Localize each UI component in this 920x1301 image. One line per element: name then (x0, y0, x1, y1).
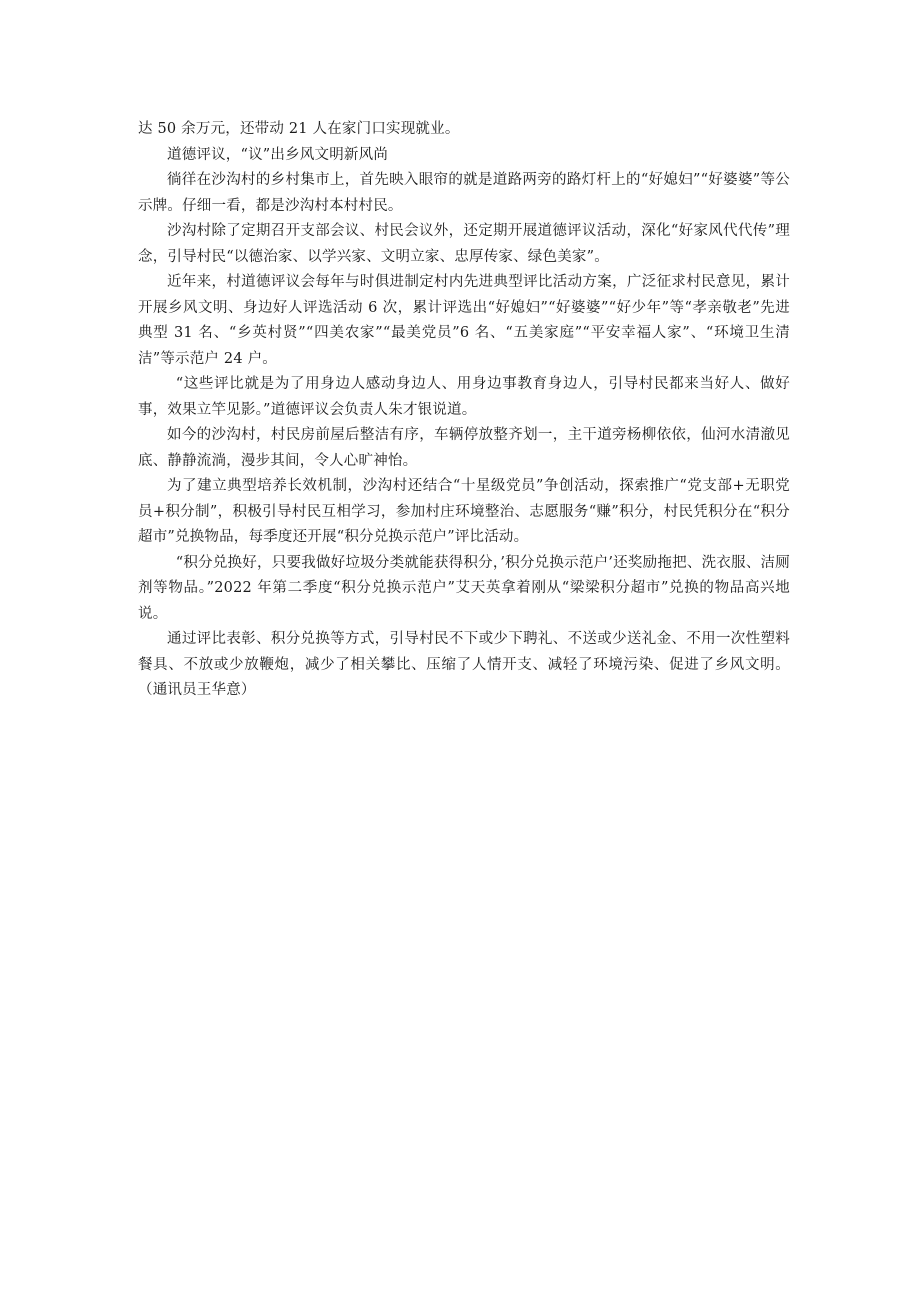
paragraph: “这些评比就是为了用身边人感动身边人、用身边事教育身边人，引导村民都来当好人、做好事，效果立竿见影。”道德评议会负责人朱才银说道。 (138, 376, 790, 418)
paragraph: 如今的沙沟村，村民房前屋后整洁有序，车辆停放整齐划一，主干道旁杨柳依依，仙河水清澈见底、静静流淌，漫步其间，令人心旷神怡。 (138, 427, 790, 469)
paragraph: “积分兑换好，只要我做好垃圾分类就能获得积分，’积分兑换示范户’还奖励拖把、洗衣服、洁厕剂等物品。”2022 年第二季度“积分兑换示范户”艾天英拿着刚从“梁梁积分超市”兑换的物品高兴地说。 (138, 554, 790, 622)
document-body (138, 117, 790, 704)
section-heading: 道德评议，“议”出乡风文明新风尚 (167, 146, 389, 163)
paragraph: 沙沟村除了定期召开支部会议、村民会议外，还定期开展道德评议活动，深化“好家风代代传”理念，引导村民“以德治家、以学兴家、文明立家、忠厚传家、绿色美家”。 (138, 223, 790, 265)
paragraph: 为了建立典型培养长效机制，沙沟村还结合“十星级党员”争创活动，探索推广“党支部+无职党员+积分制”，积极引导村民互相学习，参加村庄环境整治、志愿服务“赚”积分，村民凭积分在“积分超市”兑换物品，每季度还开展“积分兑换示范户”评比活动。 (138, 478, 790, 545)
paragraph: 近年来，村道德评议会每年与时俱进制定村内先进典型评比活动方案，广泛征求村民意见，累计开展乡风文明、身边好人评选活动 6 次，累计评选出“好媳妇”“好婆婆”“好少年”等“孝亲敬老”先进典型 31 名、“乡英村贤”“四美农家”“最美党员”6 名、“五美家庭”“平安幸福人家”、“环境卫生清洁”等示范户 24 户。 (138, 274, 790, 367)
paragraph: 通过评比表彰、积分兑换等方式，引导村民不下或少下聘礼、不送或少送礼金、不用一次性塑料餐具、不放或少放鞭炮，减少了相关攀比、压缩了人情开支、减轻了环境污染、促进了乡风文明。（通讯员王华意） (138, 631, 790, 698)
paragraph: 达 50 余万元，还带动 21 人在家门口实现就业。 (138, 121, 460, 137)
paragraph: 徜徉在沙沟村的乡村集市上，首先映入眼帘的就是道路两旁的路灯杆上的“好媳妇”“好婆婆”等公示牌。仔细一看，都是沙沟村本村村民。 (138, 172, 790, 214)
